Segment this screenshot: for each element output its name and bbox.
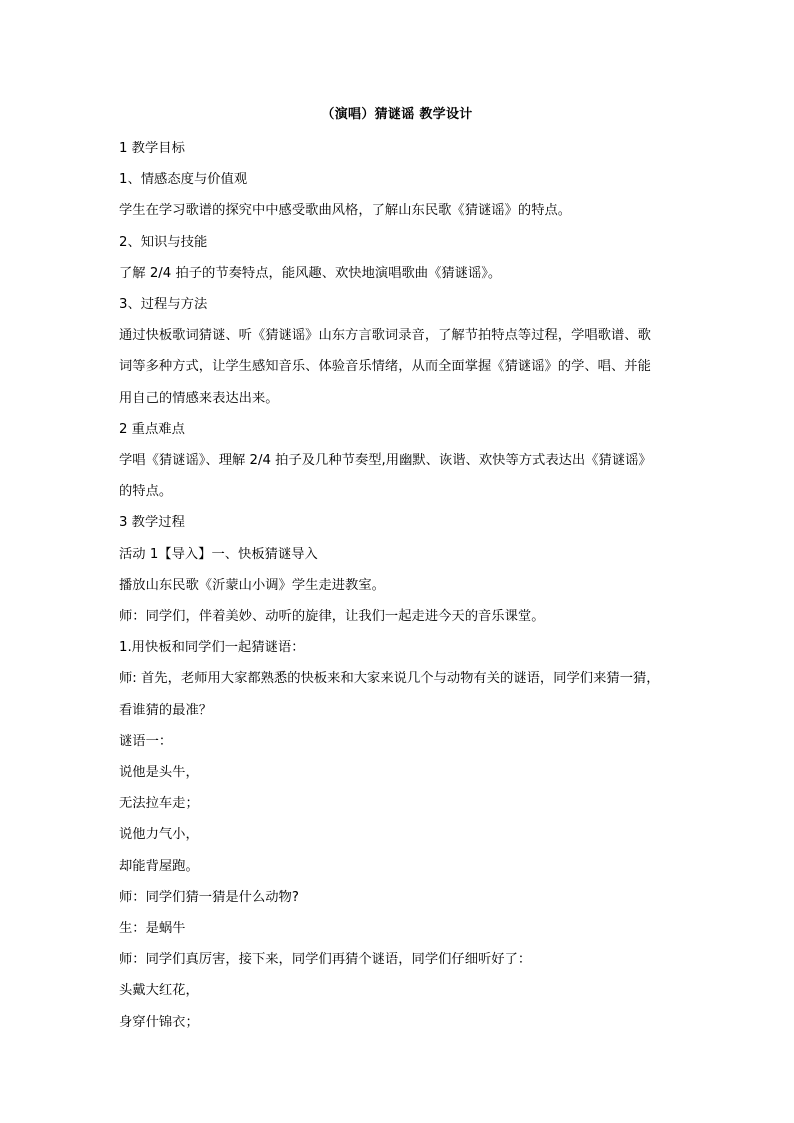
paragraph-line: 通过快板歌词猜谜、听《猜谜谣》山东方言歌词录音，了解节拍特点等过程，学唱歌谱、歌 xyxy=(119,328,651,344)
riddle-line: 说他力气小， xyxy=(119,827,199,843)
paragraph-line: 了解 2/4 拍子的节奏特点，能风趣、欢快地演唱歌曲《猜谜谣》。 xyxy=(119,265,502,281)
dialogue-line: 师：同学们猜一猜是什么动物? xyxy=(119,889,299,905)
section-heading-process: 3 教学过程 xyxy=(119,515,185,531)
section-heading-key-points: 2 重点难点 xyxy=(119,421,185,437)
paragraph-line: 1.用快板和同学们一起猜谜语： xyxy=(119,640,305,656)
activity-heading: 活动 1【导入】一、快板猜谜导入 xyxy=(119,546,318,562)
document-title: （演唱）猜谜谣 教学设计 xyxy=(321,107,473,122)
section-heading-objectives: 1 教学目标 xyxy=(119,141,185,156)
subheading-knowledge-skills: 2、知识与技能 xyxy=(119,234,208,250)
paragraph-line: 师：同学们，伴着美妙、动听的旋律，让我们一起走进今天的音乐课堂。 xyxy=(119,609,545,625)
paragraph-line: 词等多种方式，让学生感知音乐、体验音乐情绪，从而全面掌握《猜谜谣》的学、唱、并能 xyxy=(119,359,651,375)
subheading-process-methods: 3、过程与方法 xyxy=(119,297,208,313)
riddle-line: 身穿什锦衣； xyxy=(119,1014,199,1030)
paragraph-line: 师: 首先，老师用大家都熟悉的快板来和大家来说几个与动物有关的谜语，同学们来猜一猜， xyxy=(119,671,660,687)
riddle-line: 无法拉车走； xyxy=(119,796,199,812)
paragraph-line: 用自己的情感来表达出来。 xyxy=(119,390,279,406)
riddle-line: 头戴大红花， xyxy=(119,983,199,999)
riddle-label: 谜语一： xyxy=(119,733,173,749)
dialogue-line: 生：是蜗牛 xyxy=(119,921,186,937)
paragraph-line: 的特点。 xyxy=(119,484,173,500)
paragraph-line: 学唱《猜谜谣》、理解 2/4 拍子及几种节奏型,用幽默、诙谐、欢快等方式表达出《猜谜谣》 xyxy=(119,453,652,469)
document-body xyxy=(119,133,681,1038)
paragraph-line: 播放山东民歌《沂蒙山小调》学生走进教室。 xyxy=(119,577,385,593)
riddle-line: 说他是头牛， xyxy=(119,765,199,781)
paragraph-line: 看谁猜的最准？ xyxy=(119,702,213,718)
dialogue-line: 师：同学们真厉害，接下来，同学们再猜个谜语，同学们仔细听好了： xyxy=(119,952,532,968)
paragraph-line: 学生在学习歌谱的探究中中感受歌曲风格，了解山东民歌《猜谜谣》的特点。 xyxy=(119,203,572,219)
riddle-line: 却能背屋跑。 xyxy=(119,858,199,874)
subheading-emotion-values: 1、情感态度与价值观 xyxy=(119,172,248,188)
